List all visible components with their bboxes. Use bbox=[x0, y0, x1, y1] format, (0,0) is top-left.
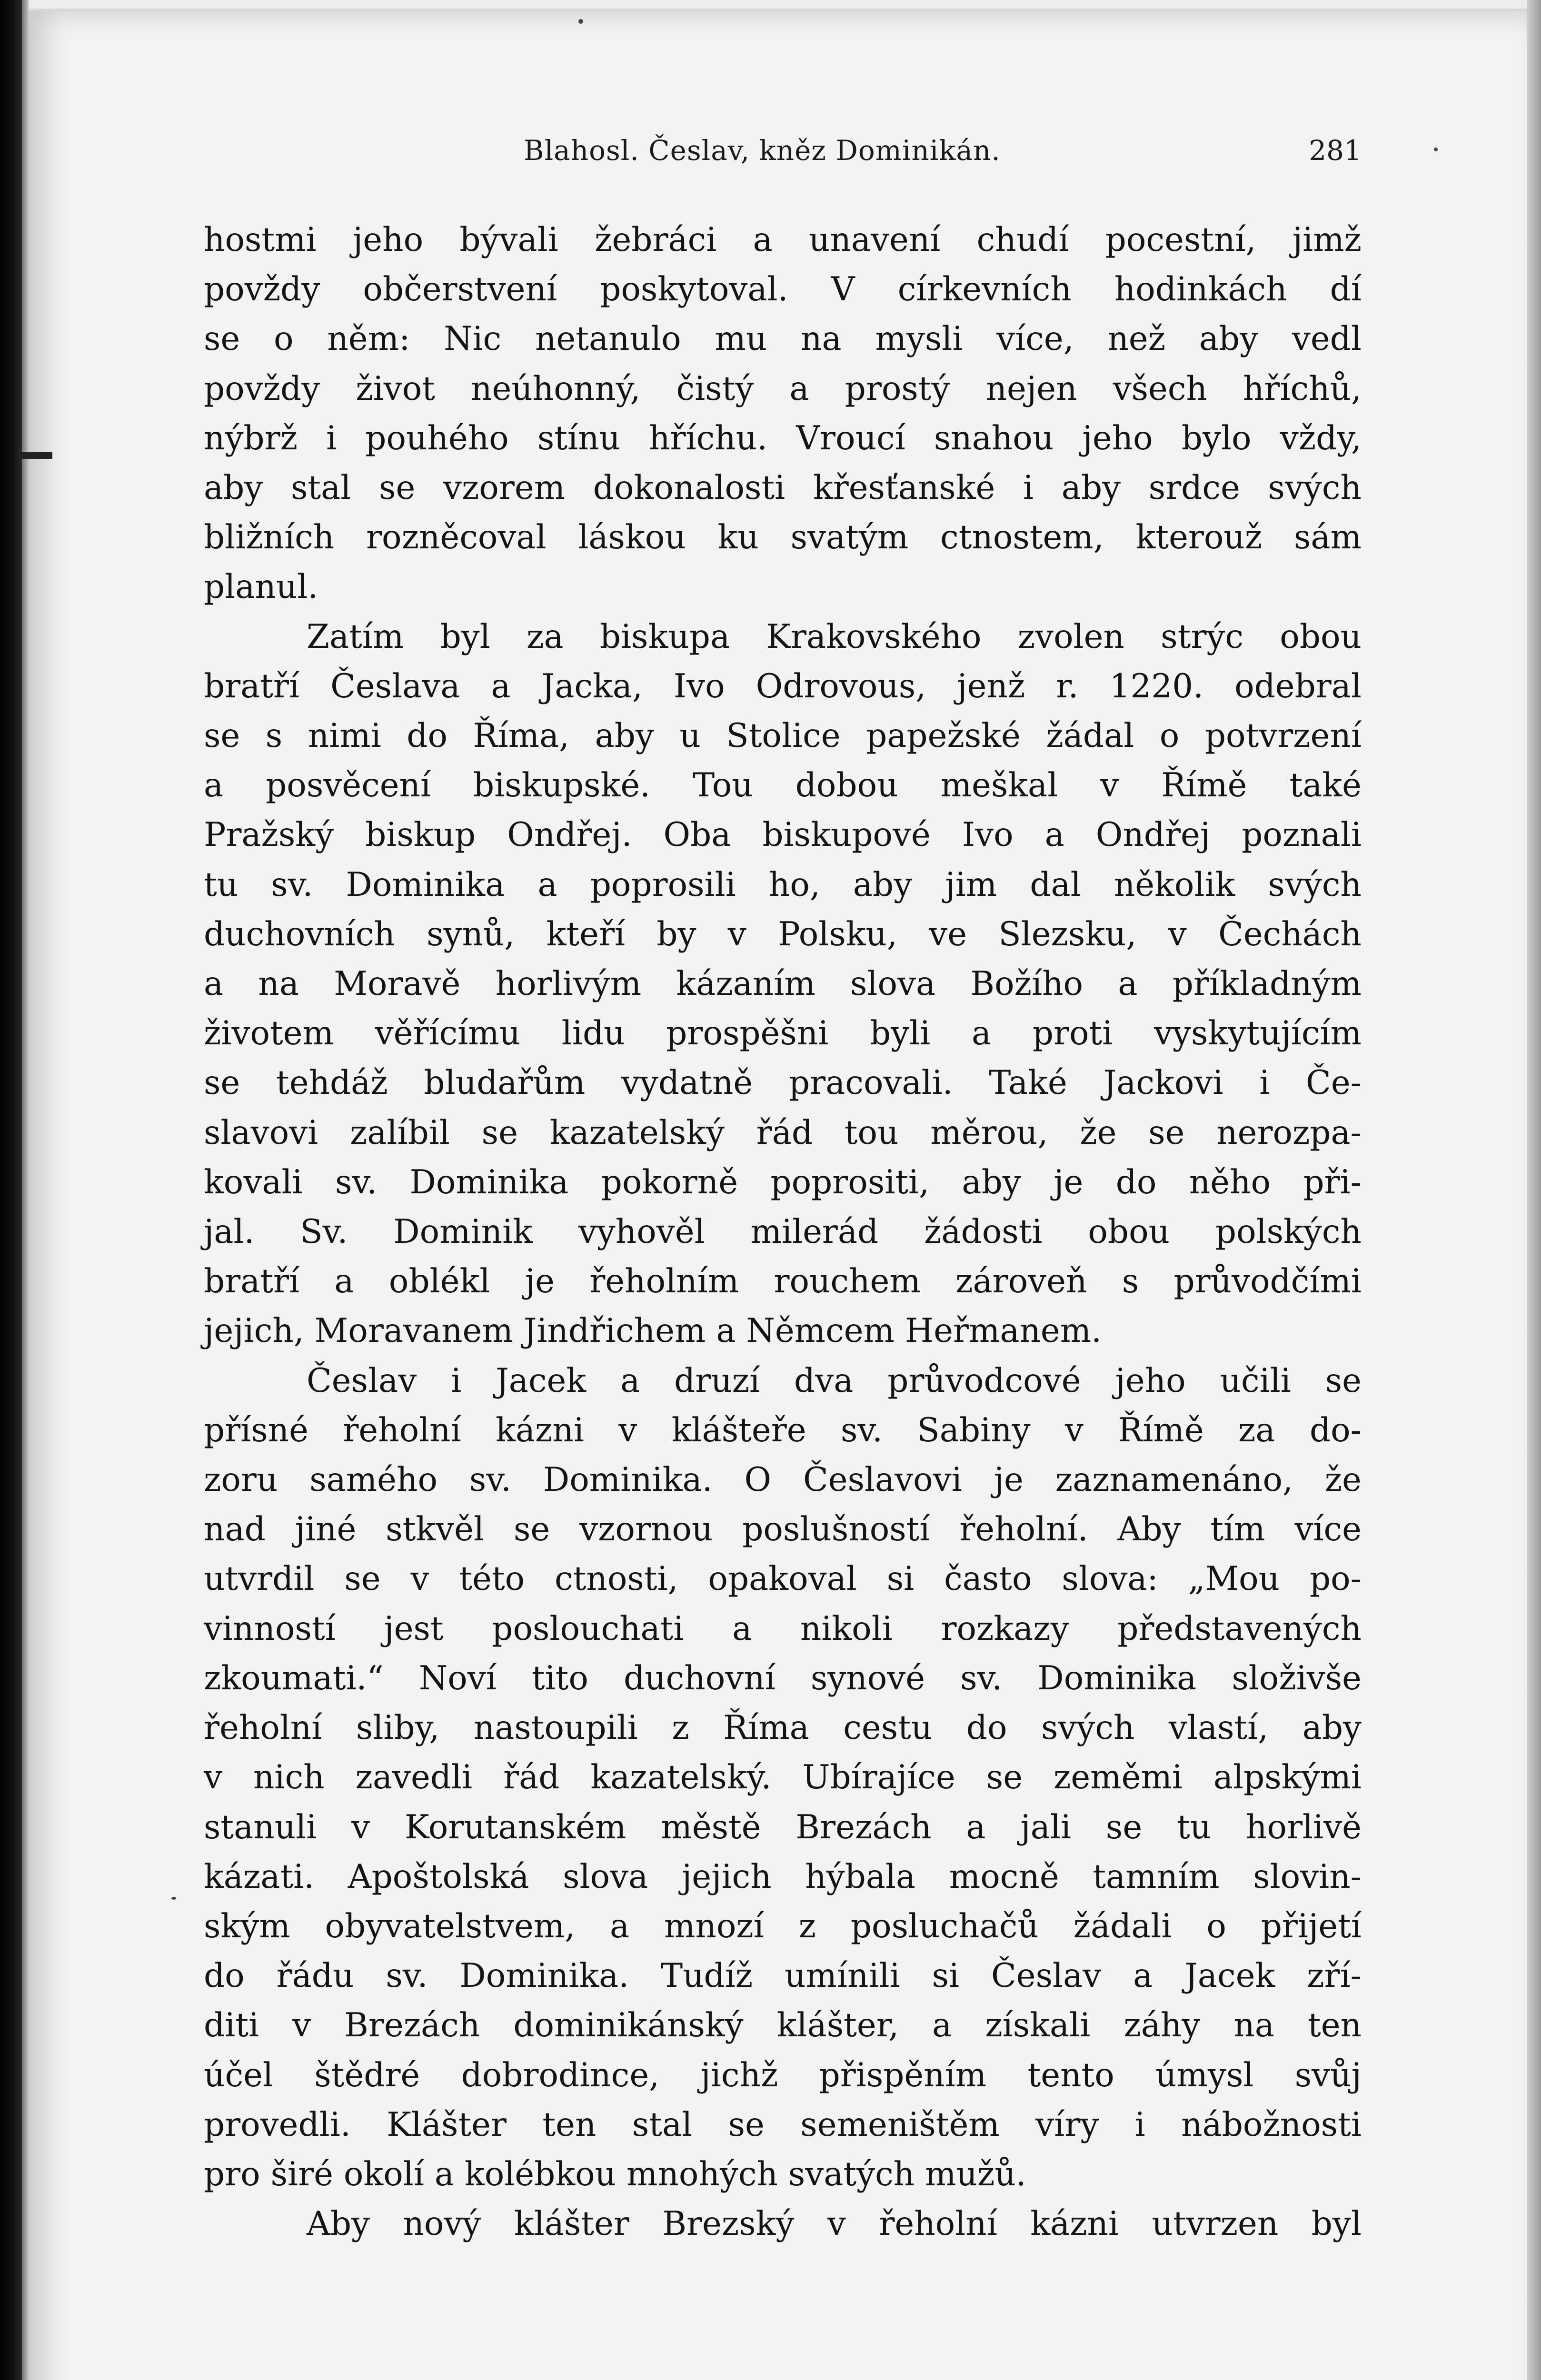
text-line: stanuli v Korutanském městě Brezách a jali se tu horlivě bbox=[204, 1808, 1362, 1846]
text-line: povždy občerstvení poskytoval. V církevních hodinkách dí bbox=[204, 270, 1362, 309]
text-line: bratří Česlava a Jacka, Ivo Odrovous, jenž r. 1220. odebral bbox=[204, 667, 1362, 705]
text-line: tu sv. Dominika a poprosili ho, aby jim dal několik svých bbox=[204, 865, 1362, 904]
text-line: přísné řeholní kázni v klášteře sv. Sabiny v Římě za do- bbox=[204, 1411, 1362, 1449]
text-line: bližních rozněcoval láskou ku svatým ctnostem, kterouž sám bbox=[204, 518, 1362, 557]
text-line: vinností jest poslouchati a nikoli rozkazy představených bbox=[204, 1609, 1362, 1648]
scan-speck bbox=[578, 19, 583, 24]
body-text bbox=[204, 215, 1362, 2249]
text-line: kázati. Apoštolská slova jejich hýbala mocně tamním slovin- bbox=[204, 1857, 1362, 1896]
text-line: nad jiné stkvěl se vzornou poslušností řeholní. Aby tím více bbox=[204, 1510, 1362, 1549]
text-line: nýbrž i pouhého stínu hříchu. Vroucí snahou jeho bylo vždy, bbox=[204, 419, 1362, 457]
text-line: utvrdil se v této ctnosti, opakoval si často slova: „Mou po- bbox=[204, 1560, 1362, 1598]
text-line: ským obyvatelstvem, a mnozí z posluchačů žádali o přijetí bbox=[204, 1907, 1362, 1945]
text-line: zkoumati.“ Noví tito duchovní synové sv. Dominika složivše bbox=[204, 1659, 1362, 1697]
text-line: jejich, Moravanem Jindřichem a Němcem Heřmanem. bbox=[204, 1312, 1102, 1350]
text-line: pro širé okolí a kolébkou mnohých svatých mužů. bbox=[204, 2155, 1026, 2193]
text-line: se s nimi do Říma, aby u Stolice papežské žádal o potvrzení bbox=[204, 717, 1362, 755]
text-line: jal. Sv. Dominik vyhověl milerád žádosti obou polských bbox=[204, 1213, 1362, 1251]
text-line: zoru samého sv. Dominika. O Česlavovi je zaznamenáno, že bbox=[204, 1461, 1362, 1499]
binding-gutter bbox=[0, 0, 22, 2380]
text-line: planul. bbox=[204, 568, 318, 606]
scan-speck bbox=[171, 1897, 176, 1900]
text-line: životem věřícímu lidu prospěšni byli a proti vyskytujícím bbox=[204, 1014, 1362, 1053]
text-line: se tehdáž bludařům vydatně pracovali. Také Jackovi i Če- bbox=[204, 1064, 1362, 1102]
text-line: Pražský biskup Ondřej. Oba biskupové Ivo a Ondřej poznali bbox=[204, 816, 1362, 854]
text-line: do řádu sv. Dominika. Tudíž umínili si Česlav a Jacek zří- bbox=[204, 1957, 1362, 1995]
scan-speck bbox=[1434, 148, 1438, 151]
text-line: a na Moravě horlivým kázaním slova Božího a příkladným bbox=[204, 965, 1362, 1003]
text-line: duchovních synů, kteří by v Polsku, ve Slezsku, v Čechách bbox=[204, 915, 1362, 953]
text-line: hostmi jeho bývali žebráci a unavení chudí pocestní, jimž bbox=[204, 221, 1362, 259]
text-line: aby stal se vzorem dokonalosti křesťanské i aby srdce svých bbox=[204, 469, 1362, 507]
text-line: povždy život neúhonný, čistý a prostý nejen všech hříchů, bbox=[204, 369, 1362, 408]
text-line: provedli. Klášter ten stal se semeništěm víry i nábožnosti bbox=[204, 2105, 1362, 2144]
page-right-edge bbox=[1527, 0, 1541, 2380]
text-line: v nich zavedli řád kazatelský. Ubírajíce se zeměmi alpskými bbox=[204, 1758, 1362, 1797]
text-line: se o něm: Nic netanulo mu na mysli více, než aby vedl bbox=[204, 320, 1362, 358]
text-line: účel štědré dobrodince, jichž přispěním tento úmysl svůj bbox=[204, 2056, 1362, 2094]
text-line: řeholní sliby, nastoupili z Říma cestu do svých vlastí, aby bbox=[204, 1709, 1362, 1747]
page-header bbox=[200, 134, 1362, 182]
text-line: diti v Brezách dominikánský klášter, a získali záhy na ten bbox=[204, 2006, 1362, 2045]
scan-speck bbox=[19, 452, 52, 459]
text-line: Aby nový klášter Brezský v řeholní kázni utvrzen byl bbox=[307, 2205, 1362, 2243]
text-line: slavovi zalíbil se kazatelský řád tou měrou, že se nerozpa- bbox=[204, 1113, 1362, 1152]
page-number: 281 bbox=[1309, 134, 1362, 167]
text-line: Česlav i Jacek a druzí dva průvodcové jeho učili se bbox=[307, 1361, 1362, 1400]
text-line: a posvěcení biskupské. Tou dobou meškal v Římě také bbox=[204, 766, 1362, 805]
running-head: Blahosl. Česlav, kněz Dominikán. bbox=[524, 134, 1001, 167]
text-line: Zatím byl za biskupa Krakovského zvolen strýc obou bbox=[307, 617, 1362, 656]
binding-shadow bbox=[22, 0, 29, 2380]
text-line: bratří a oblékl je řeholním rouchem zároveň s průvodčími bbox=[204, 1262, 1362, 1301]
text-line: kovali sv. Dominika pokorně poprositi, aby je do něho při- bbox=[204, 1163, 1362, 1201]
